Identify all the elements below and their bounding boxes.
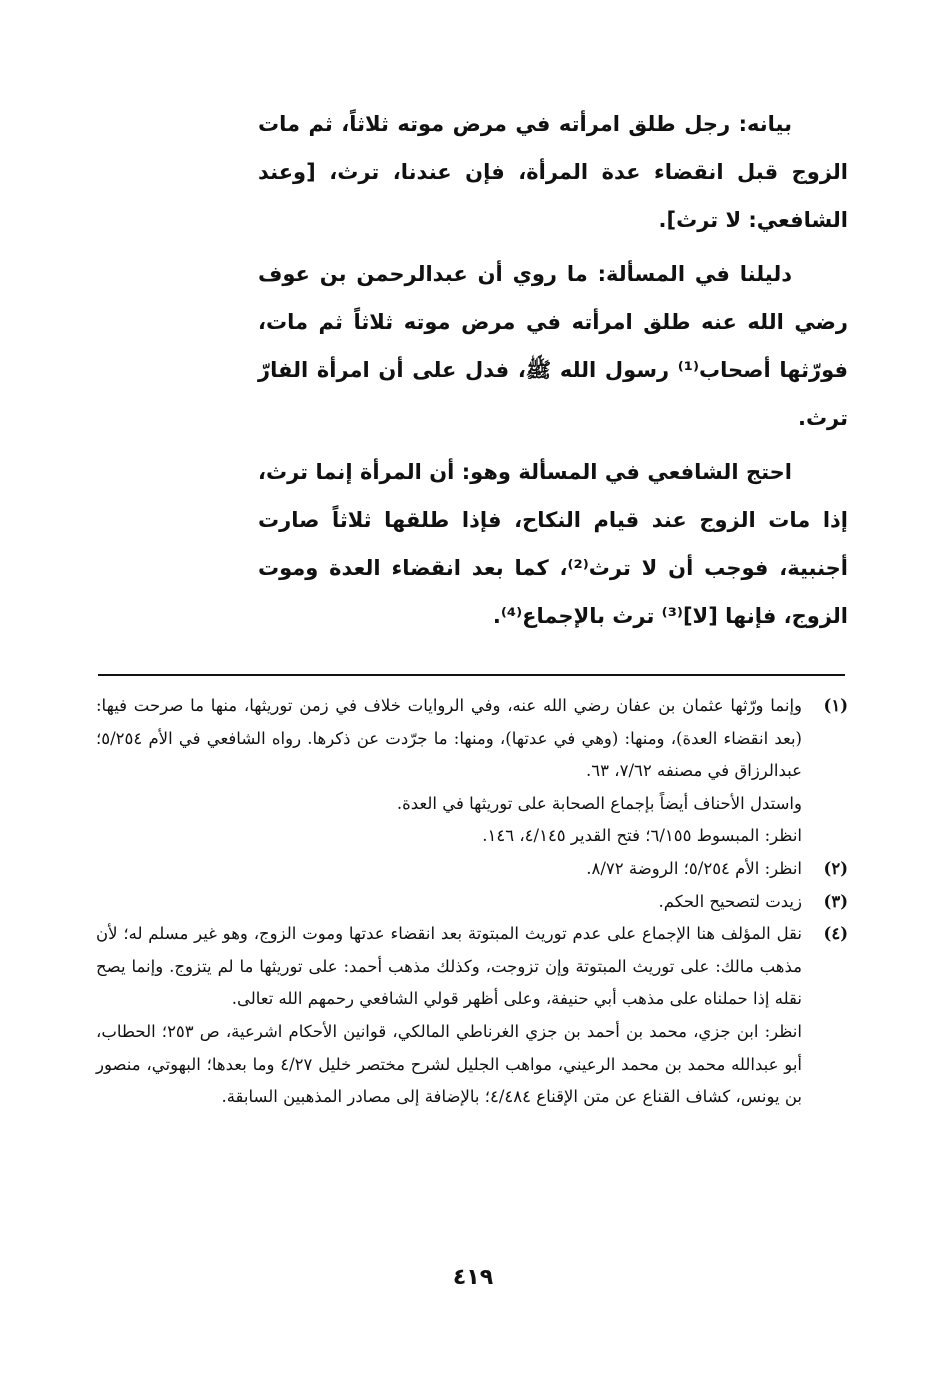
paragraph-explanation: [258, 100, 848, 244]
footnote-number: (٣): [823, 891, 848, 911]
footnote-4: [96, 918, 848, 1114]
footnote-separator: [98, 674, 845, 676]
footnote-number: (١): [823, 696, 848, 715]
footnote-number: (٤): [823, 924, 848, 944]
footnote-1: [96, 690, 848, 853]
footnote-line: انظر: ابن جزي، محمد بن أحمد بن جزي الغرناطي المالكي، قوانين الأحكام اشرعية، ص ٢٥٣؛ الحطاب، أبو عبدالله محمد بن محمد الرعيني، مواهب الجليل لشرح مختصر خليل ٤/٢٧ وما بعدها؛ البهوتي، منصور بن يونس، كشاف القناع عن متن الإقناع ٤/٤٨٤؛ بالإضافة إلى مصادر المذهبين السابقة.: [96, 1021, 802, 1107]
paragraph-text: احتج الشافعي في المسألة وهو: أن المرأة إنما ترث، إذا مات الزوج عند قيام النكاح، فإذا طلقها ثلاثاً صارت أجنبية، فوجب أن لا ترث⁽²⁾، كما بعد انقضاء العدة وموت الزوج، فإنها [لا]⁽³⁾ ترث بالإجماع⁽⁴⁾.: [258, 460, 848, 628]
footnote-2: [96, 853, 848, 886]
footnote-line: واستدل الأحناف أيضاً بإجماع الصحابة على توريثها في العدة.: [396, 793, 802, 813]
paragraph-evidence: [258, 250, 848, 442]
paragraph-shafii-argument: [258, 448, 848, 640]
footnotes: [96, 690, 848, 1114]
footnote-line: وإنما ورّثها عثمان بن عفان رضي الله عنه، وفي الروايات خلاف في زمن توريثها، منها ما صرحت فيها: (بعد انقضاء العدة)، ومنها: (وهي في عدتها)، ومنها: ما جرّدت عن ذكرها. رواه الشافعي في الأم ٥/٢٥٤؛ عبدالرزاق في مصنفه ٧/٦٢، ٦٣.: [96, 696, 802, 781]
main-text: [258, 100, 848, 640]
footnote-line: انظر: المبسوط ٦/١٥٥؛ فتح القدير ٤/١٤٥، ١٤٦.: [482, 826, 802, 846]
page-number: ٤١٩: [452, 1265, 494, 1290]
footnote-line: نقل المؤلف هنا الإجماع على عدم توريث المبتوتة بعد انقضاء عدتها وموت الزوج، وهو غير مسلم له؛ لأن مذهب مالك: على توريث المبتوتة وإن تزوجت، وكذلك مذهب أحمد: على توريثها ما لم يتزوج. وإنما يصح نقله إذا حملناه على مذهب أبي حنيفة، وعلى أظهر قولي الشافعي رحمهم الله تعالى.: [96, 924, 802, 1009]
footnote-number: (٢): [823, 858, 848, 878]
paragraph-text: بيانه: رجل طلق امرأته في مرض موته ثلاثاً، ثم مات الزوج قبل انقضاء عدة المرأة، فإن عندنا، ترث، [وعند الشافعي: لا ترث].: [258, 112, 848, 232]
footnote-line: زيدت لتصحيح الحكم.: [658, 891, 802, 911]
paragraph-text: دليلنا في المسألة: ما روي أن عبدالرحمن بن عوف رضي الله عنه طلق امرأته في مرض موته ثلاثاً ثم مات، فورّثها أصحاب⁽¹⁾ رسول الله ﷺ، فدل على أن امرأة الفارّ ترث.: [258, 262, 848, 430]
footnote-line: انظر: الأم ٥/٢٥٤؛ الروضة ٨/٧٢.: [586, 858, 802, 878]
footnote-3: [96, 886, 848, 919]
